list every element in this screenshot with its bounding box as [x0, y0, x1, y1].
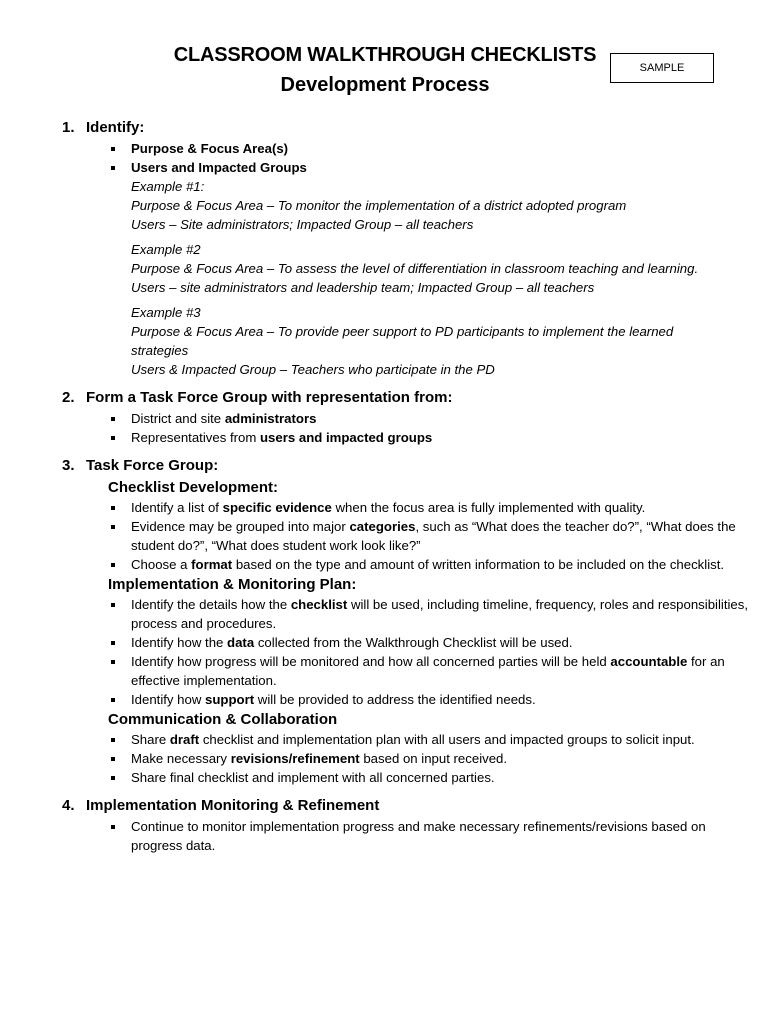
list-item: Continue to monitor implementation progress and make necessary refinements/revisions based on progress data. — [62, 817, 752, 855]
section-task-force — [62, 387, 752, 447]
example-label: Example #1: — [131, 179, 205, 194]
list-item: Make necessary revisions/refinement based on input received. — [62, 749, 752, 768]
list-item: Users and Impacted Groups — [62, 158, 752, 177]
example-block — [131, 240, 752, 297]
section-identify — [62, 117, 752, 379]
section-number: 4. — [62, 797, 75, 814]
example-line: Users – site administrators and leadership team; Impacted Group – all teachers — [131, 280, 595, 295]
bullet-list — [62, 139, 752, 177]
example-block — [131, 177, 752, 234]
section-monitoring — [62, 795, 752, 855]
list-item: Share draft checklist and implementation plan with all users and impacted groups to solicit input. — [62, 730, 752, 749]
example-label: Example #2 — [131, 242, 201, 257]
subsection-title: Implementation & Monitoring Plan: — [108, 576, 357, 593]
subsection-title: Communication & Collaboration — [108, 711, 338, 728]
section-heading — [62, 795, 752, 817]
list-item: Choose a format based on the type and amount of written information to be included on the checklist. — [62, 555, 752, 574]
example-block — [131, 303, 752, 379]
example-line: Purpose & Focus Area – To provide peer support to PD participants to implement the learned — [131, 324, 674, 339]
section-title: Form a Task Force Group with representation from: — [86, 389, 453, 406]
sample-stamp: SAMPLE — [610, 53, 714, 83]
section-heading — [62, 387, 752, 409]
list-item: Identify how progress will be monitored and how all concerned parties will be held accountable for an effective implementation. — [62, 652, 752, 690]
section-task-force-group — [62, 455, 752, 787]
list-item: Identify how support will be provided to address the identified needs. — [62, 690, 752, 709]
example-line: Users – Site administrators; Impacted Group – all teachers — [131, 217, 474, 232]
list-item: District and site administrators — [62, 409, 752, 428]
section-number: 2. — [62, 389, 75, 406]
section-heading — [62, 117, 752, 139]
document-title: CLASSROOM WALKTHROUGH CHECKLISTS — [173, 44, 597, 66]
example-label: Example #3 — [131, 305, 201, 320]
example-line: Purpose & Focus Area – To monitor the implementation of a district adopted program — [131, 198, 627, 213]
list-item: Identify a list of specific evidence when the focus area is fully implemented with quality. — [62, 498, 752, 517]
bullet-list — [62, 817, 752, 855]
section-number: 1. — [62, 119, 75, 136]
bullet-list — [62, 498, 752, 574]
list-item: Purpose & Focus Area(s) — [62, 139, 752, 158]
document-subtitle: Development Process — [280, 74, 490, 96]
example-line: Users & Impacted Group – Teachers who participate in the PD — [131, 362, 495, 377]
bullet-list — [62, 730, 752, 787]
section-heading — [62, 455, 752, 477]
list-item: Identify the details how the checklist will be used, including timeline, frequency, roles and responsibilities, process and procedures. — [62, 595, 752, 633]
section-title: Implementation Monitoring & Refinement — [86, 797, 380, 814]
list-item: Share final checklist and implement with all concerned parties. — [62, 768, 752, 787]
bullet-list — [62, 595, 752, 709]
example-line: Purpose & Focus Area – To assess the level of differentiation in classroom teaching and learning. — [131, 261, 699, 276]
section-title: Identify: — [86, 119, 145, 136]
list-item: Identify how the data collected from the Walkthrough Checklist will be used. — [62, 633, 752, 652]
subsection-title: Checklist Development: — [108, 479, 279, 496]
bullet-list — [62, 409, 752, 447]
section-number: 3. — [62, 457, 75, 474]
document-body — [62, 117, 752, 855]
list-item: Evidence may be grouped into major categories, such as “What does the teacher do?”, “What does the student do?”, “What does student work look like?” — [62, 517, 752, 555]
list-item: Representatives from users and impacted groups — [62, 428, 752, 447]
section-title: Task Force Group: — [86, 457, 219, 474]
example-line: strategies — [131, 343, 189, 358]
